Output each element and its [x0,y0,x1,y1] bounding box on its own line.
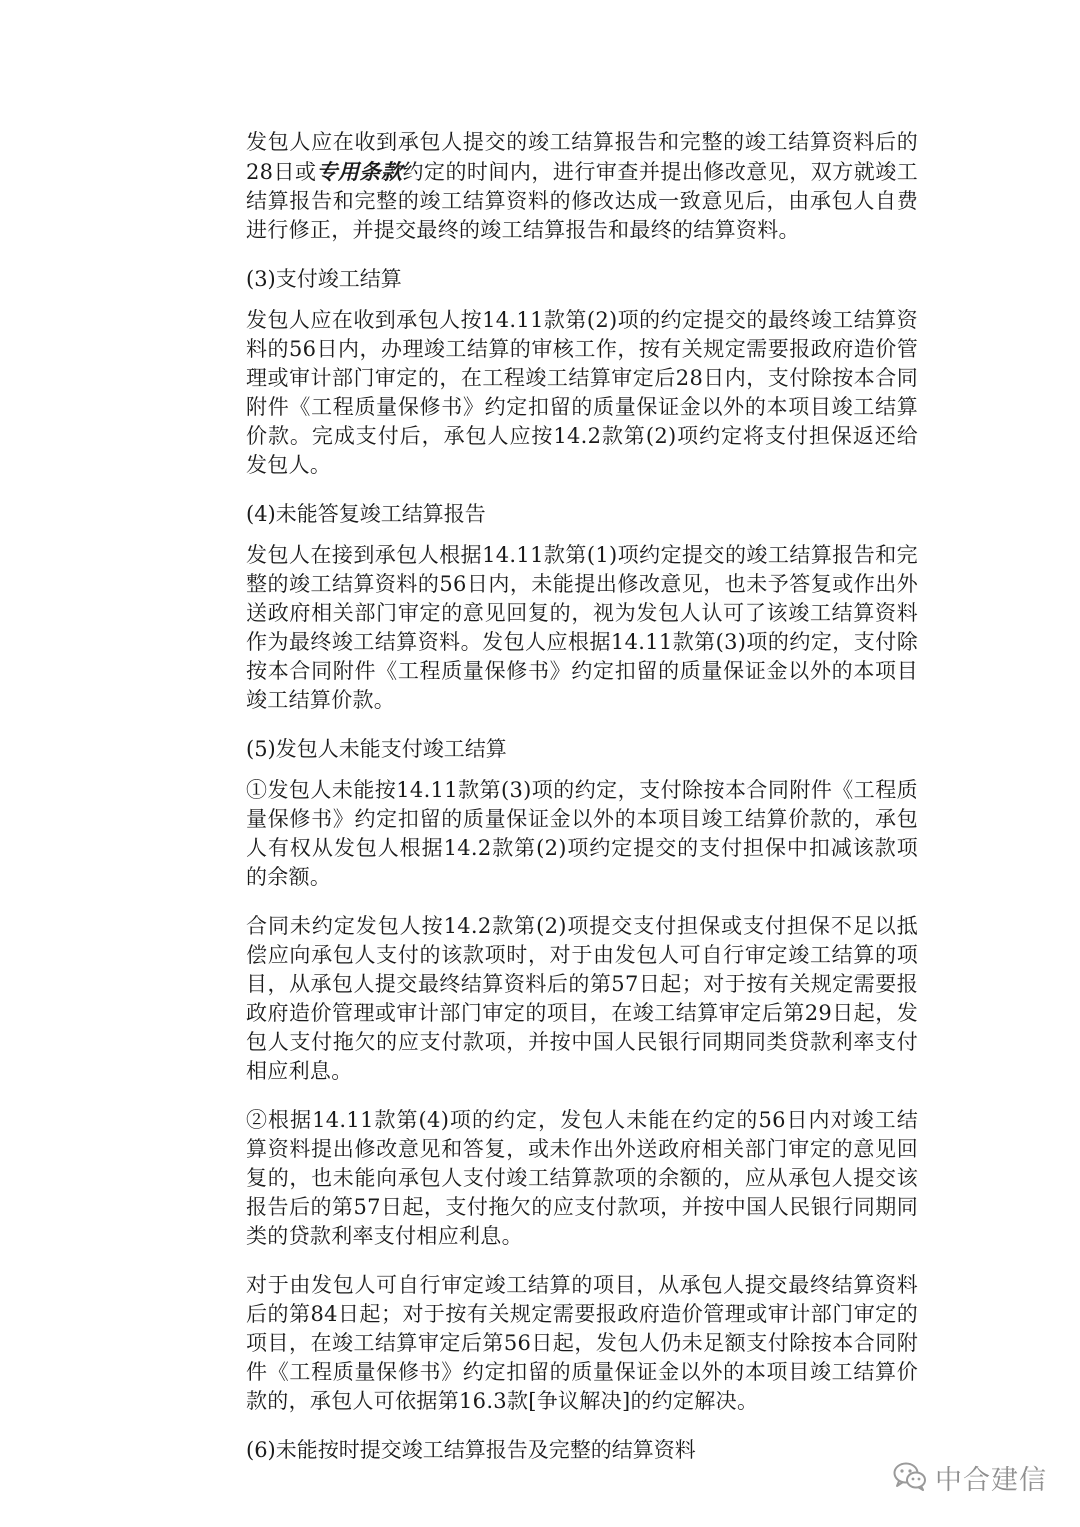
paragraph-nonpayment-3: ②根据14.11款第(4)项的约定，发包人未能在约定的56日内对竣工结算资料提出修改意见和答复，或未作出外送政府相关部门审定的意见回复的，也未能向承包人支付竣工结算款项的余额的，应从承包人提交该报告后的第57日起，支付拖欠的应支付款项，并按中国人民银行同期同类的贷款利率支付相应利息。 [246,1108,918,1248]
heading-6-late-submission: (6)未能按时提交竣工结算报告及完整的结算资料 [246,1438,696,1462]
watermark-text: 中合建信 [935,1465,1047,1496]
heading-5-nonpayment: (5)发包人未能支付竣工结算 [246,737,507,761]
document-body [246,128,918,1477]
paragraph-review-after: 约定的时间内，进行审查并提出修改意见，双方就竣工结算报告和完整的竣工结算资料的修改达成一致意见后，由承包人自费进行修正，并提交最终的竣工结算报告和最终的结算资料。 [246,160,919,242]
paragraph-nonpayment-2: 合同未约定发包人按14.2款第(2)项提交支付担保或支付担保不足以抵偿应向承包人支付的该款项时，对于由发包人可自行审定竣工结算的项目，从承包人提交最终结算资料后的第57日起；对于按有关规定需要报政府造价管理或审计部门审定的项目，在竣工结算审定后第29日起，发包人支付拖欠的应支付款项，并按中国人民银行同期同类贷款利率支付相应利息。 [246,914,918,1083]
heading-4-no-reply: (4)未能答复竣工结算报告 [246,502,486,526]
paragraph-no-reply: 发包人在接到承包人根据14.11款第(1)项约定提交的竣工结算报告和完整的竣工结算资料的56日内，未能提出修改意见，也未予答复或作出外送政府相关部门审定的意见回复的，视为发包人认可了该竣工结算资料作为最终竣工结算资料。发包人应根据14.11款第(3)项的约定，支付除按本合同附件《工程质量保修书》约定扣留的质量保证金以外的本项目竣工结算价款。 [246,543,918,712]
heading-3-payment: (3)支付竣工结算 [246,267,402,291]
paragraph-nonpayment-4: 对于由发包人可自行审定竣工结算的项目，从承包人提交最终结算资料后的第84日起；对于按有关规定需要报政府造价管理或审计部门审定的项目，在竣工结算审定后第56日起，发包人仍未足额支付除按本合同附件《工程质量保修书》约定扣留的质量保证金以外的本项目竣工结算价款的，承包人可依据第16.3款[争议解决]的约定解决。 [246,1273,918,1413]
paragraph-review-before: 发包人应在收到承包人提交的竣工结算报告和完整的竣工结算资料后的28日或 [246,130,918,184]
special-terms-emphasis: 专用条款 [316,159,403,184]
paragraph-review [246,128,918,245]
paragraph-nonpayment-1: ①发包人未能按14.11款第(3)项的约定，支付除按本合同附件《工程质量保修书》约定扣留的质量保证金以外的本项目竣工结算价款的，承包人有权从发包人根据14.2款第(2)项约定提交的支付担保中扣减该款项的余额。 [246,778,918,889]
wechat-icon [893,1461,927,1495]
paragraph-payment: 发包人应在收到承包人按14.11款第(2)项的约定提交的最终竣工结算资料的56日内，办理竣工结算的审核工作，按有关规定需要报政府造价管理或审计部门审定的，在工程竣工结算审定后28日内，支付除按本合同附件《工程质量保修书》约定扣留的质量保证金以外的本项目竣工结算价款。完成支付后，承包人应按14.2款第(2)项约定将支付担保返还给发包人。 [246,308,918,477]
watermark [893,1458,1047,1497]
